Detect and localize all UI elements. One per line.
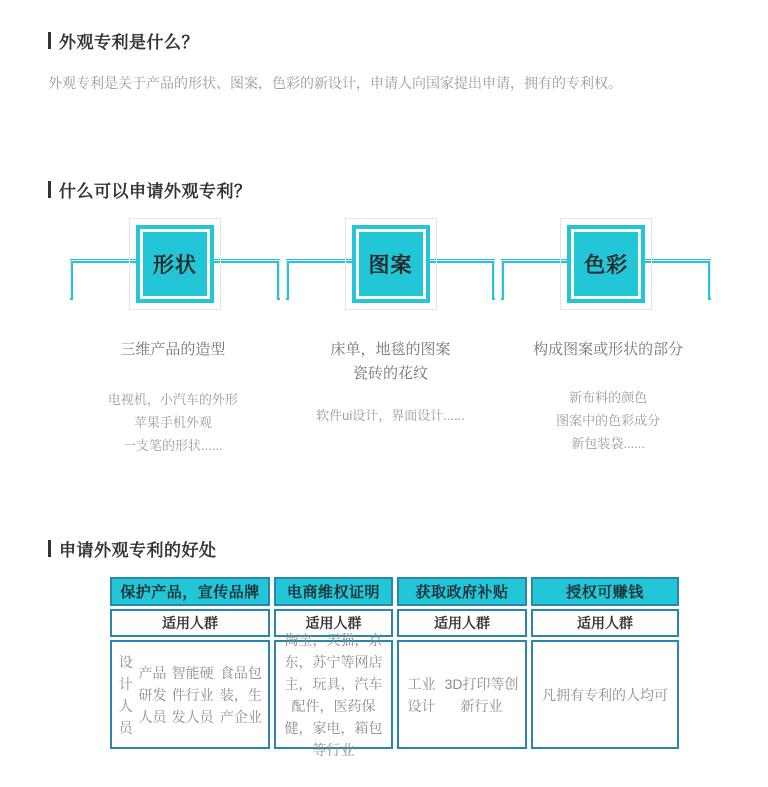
heading-text: 外观专利是什么？: [59, 33, 199, 52]
heading-text: 申请外观专利的好处: [59, 541, 217, 560]
desc-details: 软件ui设计，界面设计......: [316, 408, 465, 423]
table-body-cell: 设计人员 产品研发人员 智能硬件行业发人员 食品包装，生产企业: [110, 640, 270, 749]
table-header-ecommerce-proof: 电商维权证明: [274, 577, 393, 606]
table-subheader: 适用人群: [397, 609, 527, 637]
node-pattern: [352, 225, 430, 303]
diagram-segment-shape: [70, 219, 280, 309]
desc-column-shape: [67, 338, 279, 457]
patent-types-descriptions: [67, 338, 714, 457]
heading-what-is-design-patent: [48, 28, 199, 53]
desc-title: 床单，地毯的图案 瓷砖的花纹: [330, 341, 451, 382]
desc-details: 新布料的颜色 图案中的色彩成分 新包装袋......: [556, 390, 661, 451]
desc-column-pattern: [285, 338, 497, 457]
table-header-license-earn: 授权可赚钱: [531, 577, 679, 606]
table-subheader: 适用人群: [274, 609, 393, 637]
table-subheader: 适用人群: [531, 609, 679, 637]
heading-bar-icon: [48, 540, 51, 557]
heading-text: 什么可以申请外观专利？: [59, 182, 252, 201]
desc-title: 三维产品的造型: [120, 341, 226, 358]
table-subheader: 适用人群: [110, 609, 270, 637]
table-body-cell: 工业设计 3D打印等创新行业: [397, 640, 527, 749]
heading-bar-icon: [48, 181, 51, 198]
node-color: [567, 225, 645, 303]
node-color-label: 色彩: [571, 229, 641, 299]
node-shape-label: 形状: [140, 229, 210, 299]
heading-what-can-apply: [48, 177, 252, 202]
benefits-table: [110, 577, 679, 758]
table-header-protect-brand: 保护产品，宣传品牌: [110, 577, 270, 606]
node-shape: [136, 225, 214, 303]
desc-column-color: [502, 338, 714, 457]
diagram-segment-pattern: [286, 219, 496, 309]
intro-paragraph: 外观专利是关于产品的形状、图案，色彩的新设计，申请人向国家提出申请，拥有的专利权。: [48, 75, 622, 91]
heading-bar-icon: [48, 32, 51, 49]
table-body-cell: 淘宝，天猫，京东，苏宁等网店主，玩具，汽车配件，医药保健，家电，箱包等行业: [274, 640, 393, 749]
table-body-cell: 凡拥有专利的人均可: [531, 640, 679, 749]
node-pattern-label: 图案: [356, 229, 426, 299]
desc-title: 构成图案或形状的部分: [533, 341, 684, 358]
patent-types-diagram: [70, 219, 711, 309]
heading-benefits: [48, 536, 217, 561]
desc-details: 电视机，小汽车的外形 苹果手机外观 一支笔的形状......: [107, 392, 238, 453]
table-header-gov-subsidy: 获取政府补贴: [397, 577, 527, 606]
diagram-segment-color: [501, 219, 711, 309]
